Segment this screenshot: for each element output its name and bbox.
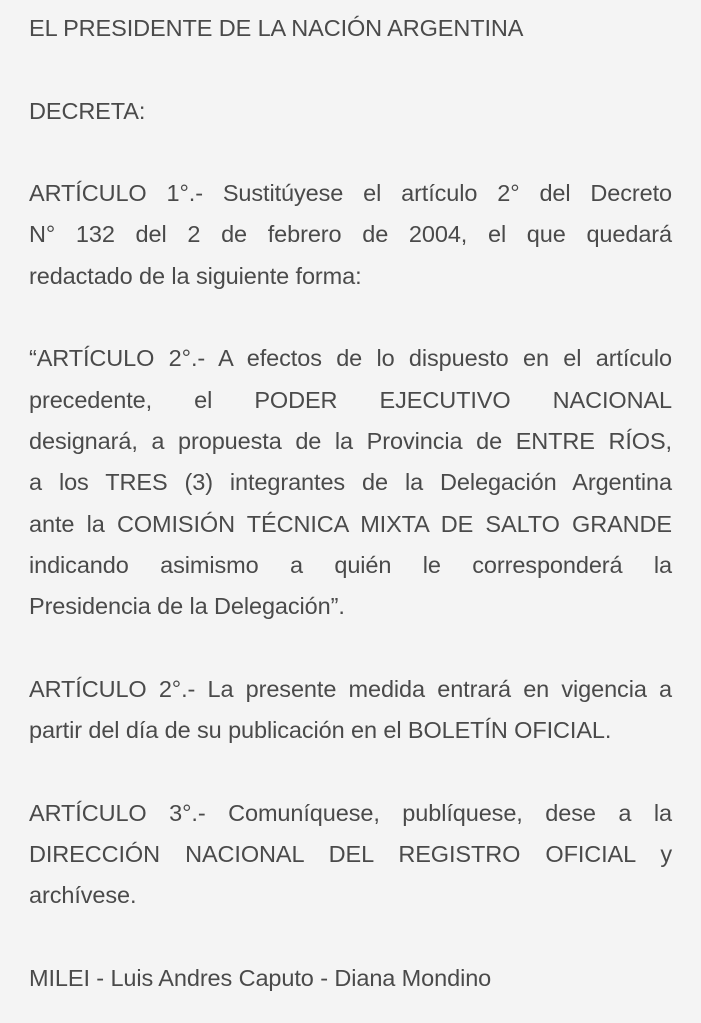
- article-2-quoted-line: a los TRES (3) integrantes de la Delegación Argentina: [29, 469, 672, 496]
- spacer: [29, 132, 672, 173]
- article-1-line: N° 132 del 2 de febrero de 2004, el que quedará: [29, 221, 672, 248]
- article-2-quoted-line: ante la COMISIÓN TÉCNICA MIXTA DE SALTO GRANDE: [29, 510, 672, 537]
- article-3-line: ARTÍCULO 3°.- Comuníquese, publíquese, dese a la: [29, 799, 672, 826]
- spacer: [29, 297, 672, 338]
- decree-heading: EL PRESIDENTE DE LA NACIÓN ARGENTINA: [29, 15, 524, 41]
- article-2-line: ARTÍCULO 2°.- La presente medida entrará en vigencia a: [29, 675, 672, 702]
- article-2-line: partir del día de su publicación en el BOLETÍN OFICIAL.: [29, 717, 612, 744]
- article-2-quoted-line: Presidencia de la Delegación”.: [29, 593, 345, 620]
- article-3: [29, 793, 672, 917]
- article-2-quoted: [29, 338, 672, 627]
- article-3-line: DIRECCIÓN NACIONAL DEL REGISTRO OFICIAL y: [29, 840, 672, 867]
- article-2-quoted-line: precedente, el PODER EJECUTIVO NACIONAL: [29, 386, 672, 413]
- article-2: [29, 669, 672, 752]
- article-3-line: archívese.: [29, 882, 137, 909]
- decreta-label: DECRETA:: [29, 97, 146, 124]
- article-2-quoted-line: indicando asimismo a quién le corresponderá la: [29, 551, 672, 578]
- signatures: MILEI - Luis Andres Caputo - Diana Mondino: [29, 964, 492, 991]
- article-1-line: redactado de la siguiente forma:: [29, 262, 362, 289]
- article-2-quoted-line: “ARTÍCULO 2°.- A efectos de lo dispuesto en el artículo: [29, 345, 672, 372]
- article-1: [29, 173, 672, 297]
- spacer: [29, 627, 672, 668]
- spacer: [29, 49, 672, 90]
- spacer: [29, 751, 672, 792]
- spacer: [29, 917, 672, 958]
- article-1-line: ARTÍCULO 1°.- Sustitúyese el artículo 2° del Decreto: [29, 180, 672, 207]
- article-2-quoted-line: designará, a propuesta de la Provincia de ENTRE RÍOS,: [29, 427, 672, 454]
